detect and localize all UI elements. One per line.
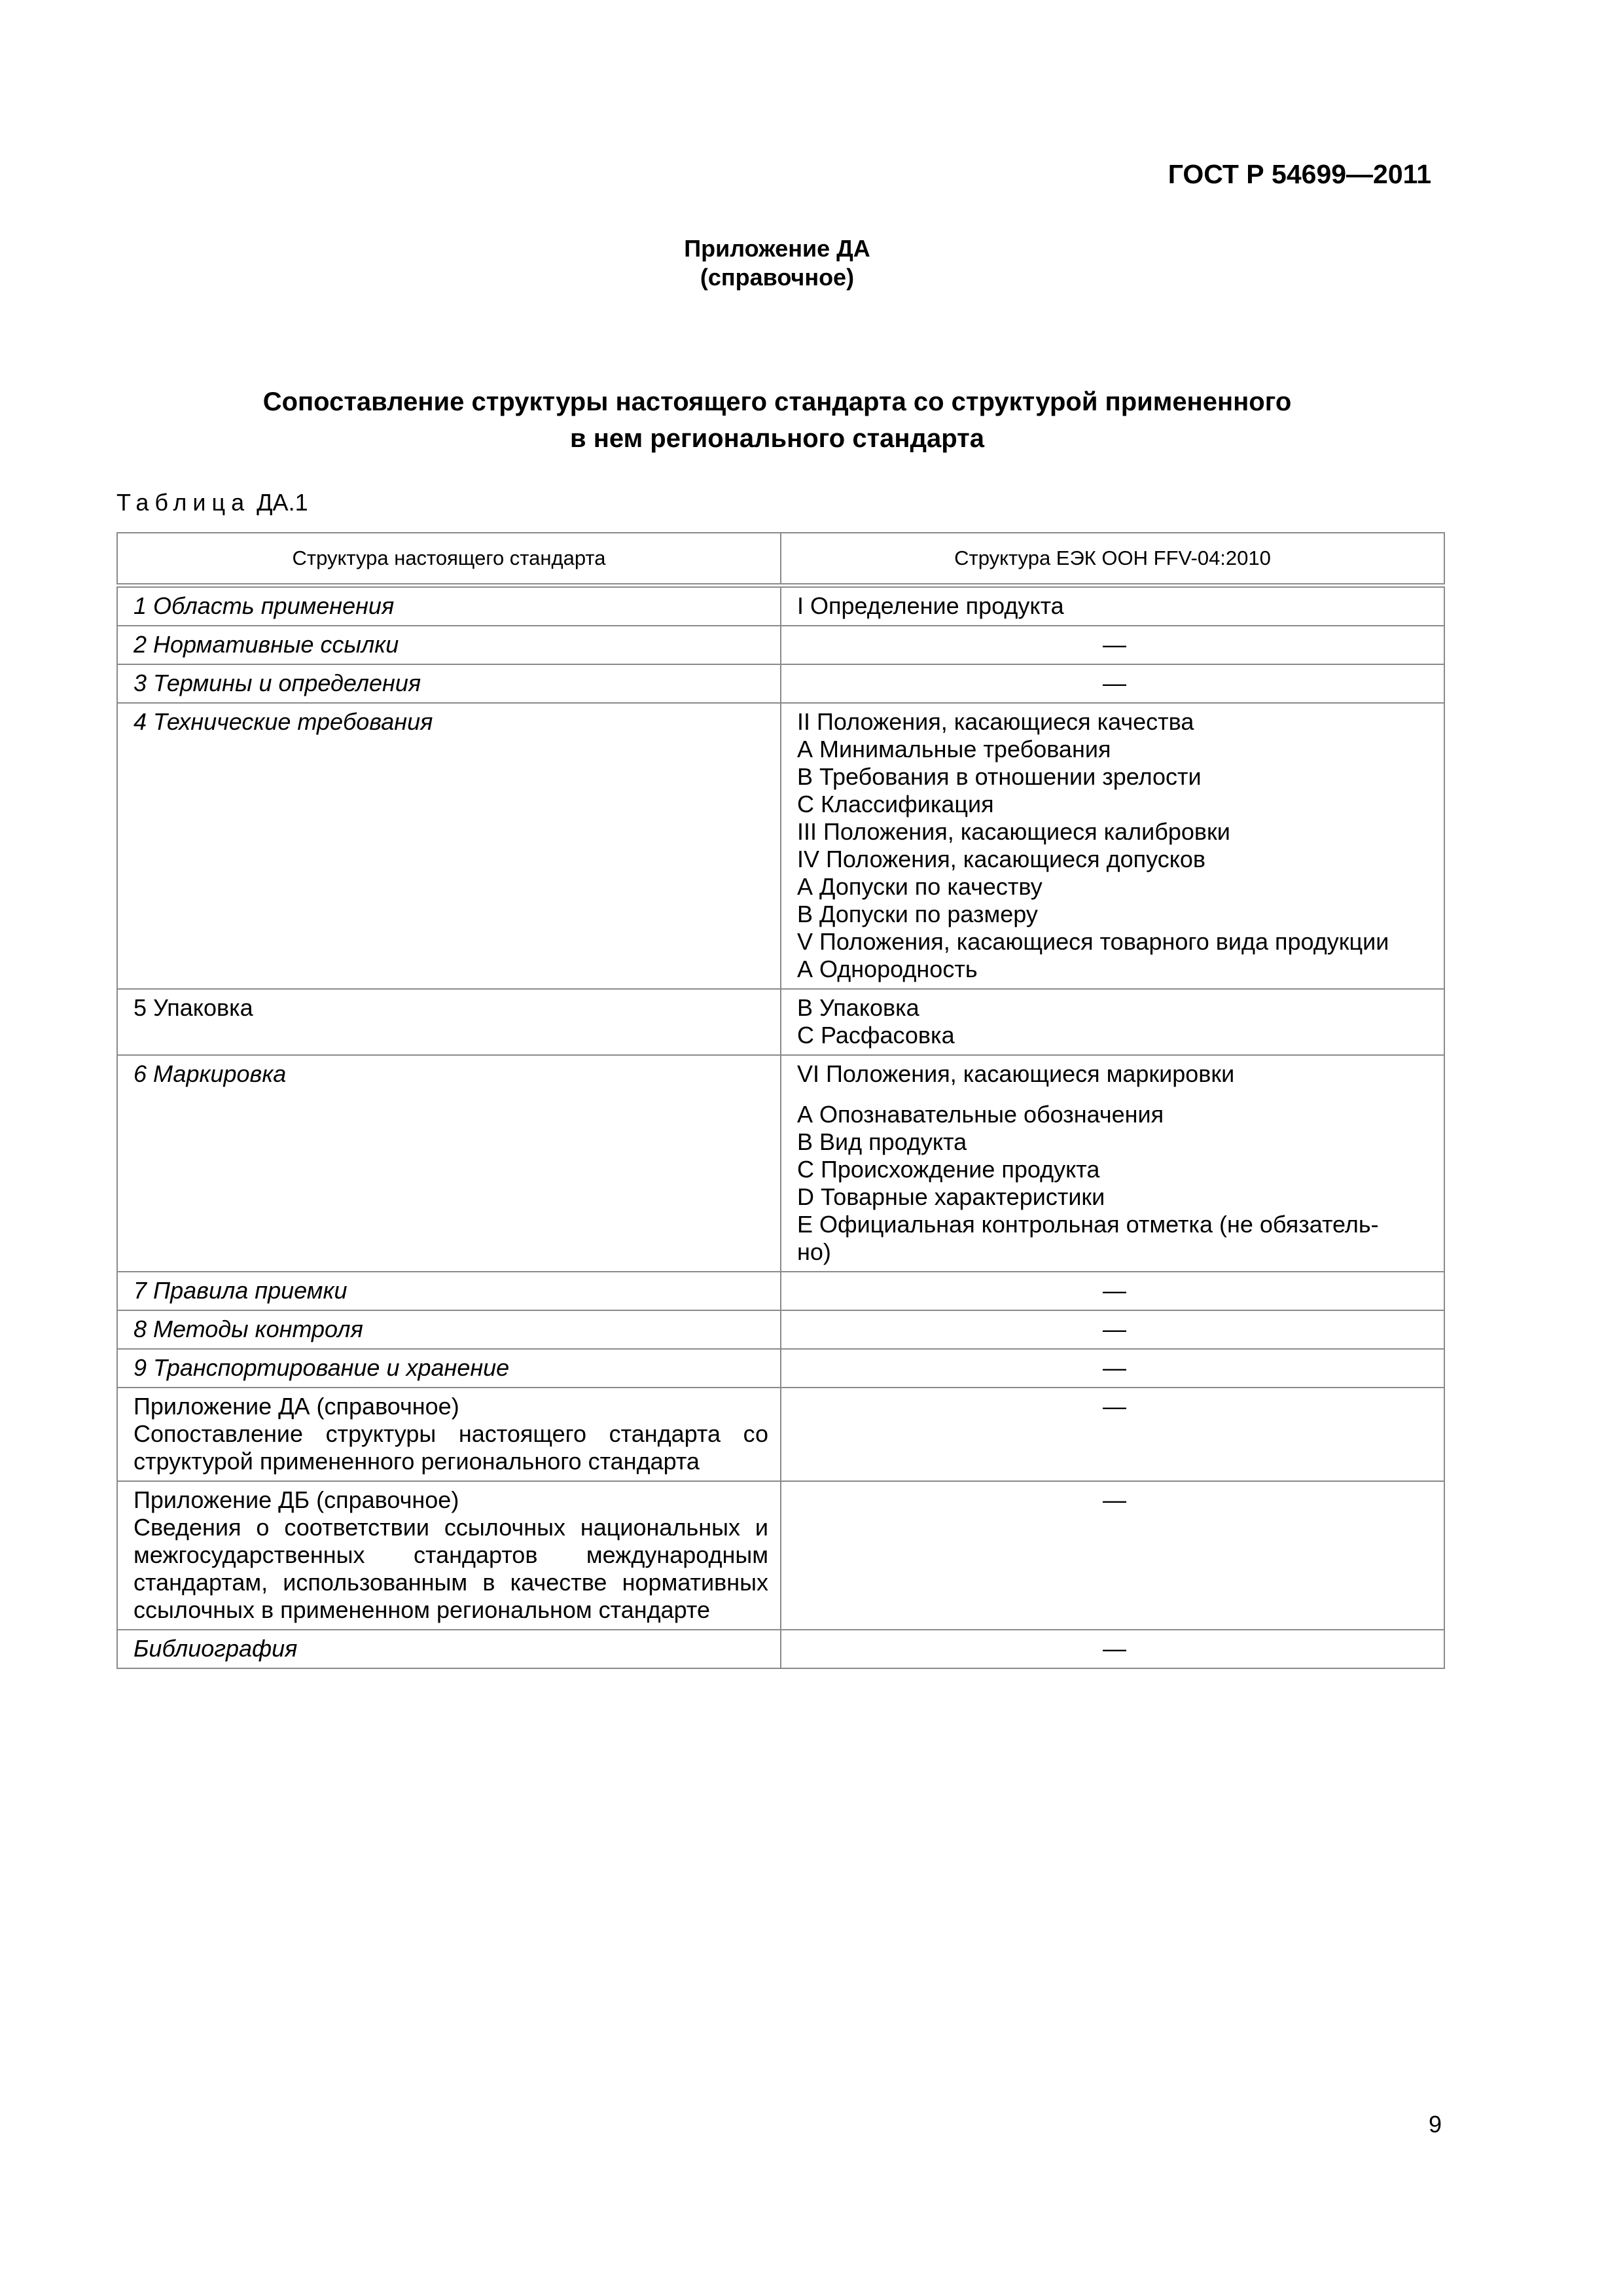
cell-line: IV Положения, касающиеся допусков (797, 846, 1206, 872)
table-cell-right: — (781, 1310, 1444, 1349)
annex-title: Приложение ДА (684, 235, 870, 262)
cell-line: А Опознавательные обозначения (797, 1101, 1164, 1128)
table-cell-right (781, 703, 1444, 989)
table-cell-right (781, 1055, 1444, 1272)
cell-line: но) (797, 1238, 831, 1265)
table-cell-right: — (781, 1481, 1444, 1630)
cell-annex-body: Сопоставление структуры настоящего стандарта со структурой примененного регионального стандарта (134, 1420, 769, 1475)
table-cell-right (781, 989, 1444, 1055)
table-row (117, 1630, 1444, 1668)
cell-annex-title: Приложение ДА (справочное) (134, 1393, 459, 1420)
table-cell-left: 2 Нормативные ссылки (117, 626, 781, 664)
cell-line: VI Положения, касающиеся маркировки (797, 1060, 1235, 1087)
cell-line: II Положения, касающиеся качества (797, 708, 1194, 735)
cell-line: С Происхождение продукта (797, 1156, 1100, 1183)
table-caption-label: Таблица (116, 489, 251, 516)
cell-line: V Положения, касающиеся товарного вида продукции (797, 928, 1389, 955)
table-cell-left: 3 Термины и определения (117, 664, 781, 703)
table-row (117, 626, 1444, 664)
table-header-row (117, 533, 1444, 586)
table-cell-left: 6 Маркировка (117, 1055, 781, 1272)
cell-line: В Упаковка (797, 994, 919, 1021)
table-cell-right: — (781, 1388, 1444, 1481)
table-cell-left: 5 Упаковка (117, 989, 781, 1055)
table-cell-right: — (781, 1349, 1444, 1388)
table-caption-id: ДА.1 (257, 489, 308, 516)
cell-line: В Вид продукта (797, 1128, 967, 1155)
table-row (117, 989, 1444, 1055)
cell-line: III Положения, касающиеся калибровки (797, 818, 1230, 845)
table-row (117, 1272, 1444, 1310)
table-cell-right: — (781, 664, 1444, 703)
cell-line: D Товарные характеристики (797, 1183, 1105, 1210)
annex-subtitle: (справочное) (700, 264, 855, 291)
table-row (117, 703, 1444, 989)
column-header-national: Структура настоящего стандарта (117, 533, 781, 586)
cell-annex-body: Сведения о соответствии ссылочных национальных и межгосударственных стандартов международным стандартам, использованным в качестве нормативных ссылочных в примененном региональном стандарте (134, 1514, 769, 1623)
table-cell-left (117, 1388, 781, 1481)
table-row (117, 1481, 1444, 1630)
table-row (117, 1349, 1444, 1388)
table-row (117, 586, 1444, 626)
table-caption (116, 489, 308, 516)
table-cell-left: 9 Транспортирование и хранение (117, 1349, 781, 1388)
cell-annex-title: Приложение ДБ (справочное) (134, 1486, 459, 1513)
table-cell-right: — (781, 1630, 1444, 1668)
cell-line: В Требования в отношении зрелости (797, 763, 1202, 790)
table-cell-right (781, 586, 1444, 626)
table-cell-left: 8 Методы контроля (117, 1310, 781, 1349)
table-row (117, 1055, 1444, 1272)
table-row (117, 664, 1444, 703)
table-cell-left: 4 Технические требования (117, 703, 781, 989)
cell-line: С Расфасовка (797, 1022, 955, 1049)
cell-line: С Классификация (797, 791, 994, 817)
cell-line: Е Официальная контрольная отметка (не обязатель- (797, 1211, 1379, 1238)
table-cell-left: 1 Область применения (117, 586, 781, 626)
page-title-line-2: в нем регионального стандарта (570, 424, 984, 453)
structure-comparison-table (116, 532, 1445, 1669)
cell-line: А Минимальные требования (797, 736, 1111, 762)
annex-heading (0, 234, 1554, 292)
cell-line: А Однородность (797, 956, 978, 982)
table-cell-right: — (781, 626, 1444, 664)
table-cell-left: 7 Правила приемки (117, 1272, 781, 1310)
column-header-regional: Структура ЕЭК ООН FFV-04:2010 (781, 533, 1444, 586)
table-cell-left (117, 1481, 781, 1630)
table-cell-left: Библиография (117, 1630, 781, 1668)
table-row (117, 1388, 1444, 1481)
page-title-line-1: Сопоставление структуры настоящего стандарта со структурой примененного (262, 387, 1292, 416)
cell-line: А Допуски по качеству (797, 873, 1043, 900)
table-row (117, 1310, 1444, 1349)
table-cell-right: — (781, 1272, 1444, 1310)
cell-line: В Допуски по размеру (797, 901, 1038, 927)
cell-line: I Определение продукта (797, 592, 1064, 619)
page-title (0, 384, 1554, 457)
page-number: 9 (1428, 2111, 1442, 2138)
document-code: ГОСТ Р 54699—2011 (1168, 159, 1431, 189)
